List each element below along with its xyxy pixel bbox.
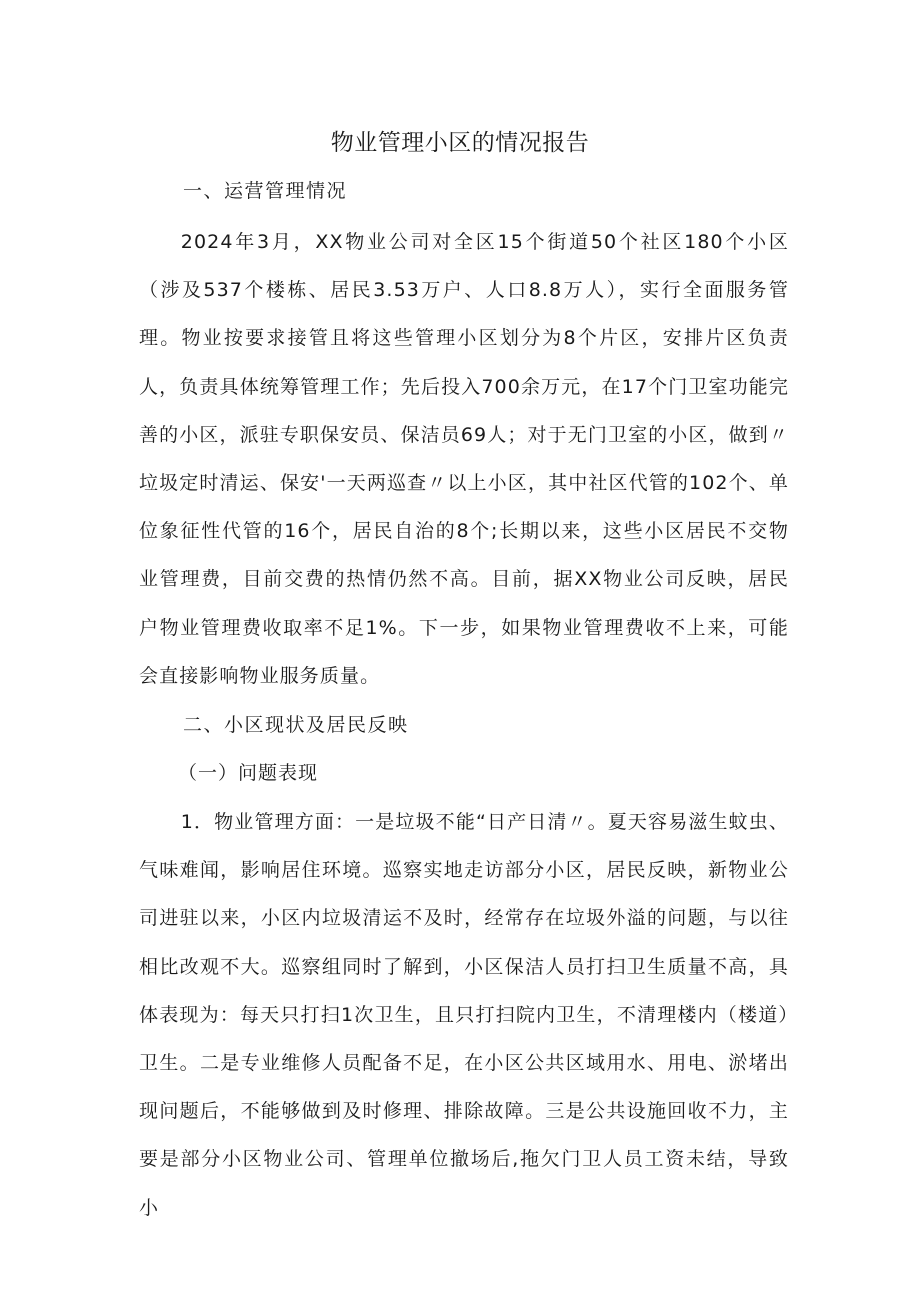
subsection-heading-problems: （一）问题表现: [178, 762, 319, 784]
paragraph-problems: 1．物业管理方面：一是垃圾不能“日产日清〃。夏天容易滋生蚊虫、气味难闻，影响居住环境。巡察实地走访部分小区，居民反映，新物业公司进驻以来，小区内垃圾清运不及时，经常存在垃圾外溢的问题，与以往相比改观不大。巡察组同时了解到，小区保洁人员打扫卫生质量不高，具体表现为：每天只打扫1次卫生，且只打扫院内卫生，不清理楼内（楼道）卫生。二是专业维修人员配备不足，在小区公共区域用水、用电、淤堵出现问题后，不能够做到及时修理、排除故障。三是公共设施回收不力，主要是部分小区物业公司、管理单位撤场后,拖欠门卫人员工资未结，导致小: [139, 811, 789, 1219]
section-heading-operations: 一、运营管理情况: [183, 180, 348, 202]
document-title: 物业管理小区的情况报告: [330, 130, 590, 156]
paragraph-operations: 2024年3月，XX物业公司对全区15个街道50个社区180个小区（涉及537个楼栋、居民3.53万户、人口8.8万人），实行全面服务管理。物业按要求接管且将这些管理小区划分为8个片区，安排片区负责人，负责具体统筹管理工作；先后投入700余万元，在17个门卫室功能完善的小区，派驻专职保安员、保洁员69人；对于无门卫室的小区，做到〃垃圾定时清运、保安'一天两巡查〃以上小区，其中社区代管的102个、单位象征性代管的16个，居民自治的8个;长期以来，这些小区居民不交物业管理费，目前交费的热情仍然不高。目前，据XX物业公司反映，居民户物业管理费收取率不足1%。下一步，如果物业管理费收不上来，可能会直接影响物业服务质量。: [139, 231, 789, 687]
section-heading-status: 二、小区现状及居民反映: [183, 714, 409, 736]
